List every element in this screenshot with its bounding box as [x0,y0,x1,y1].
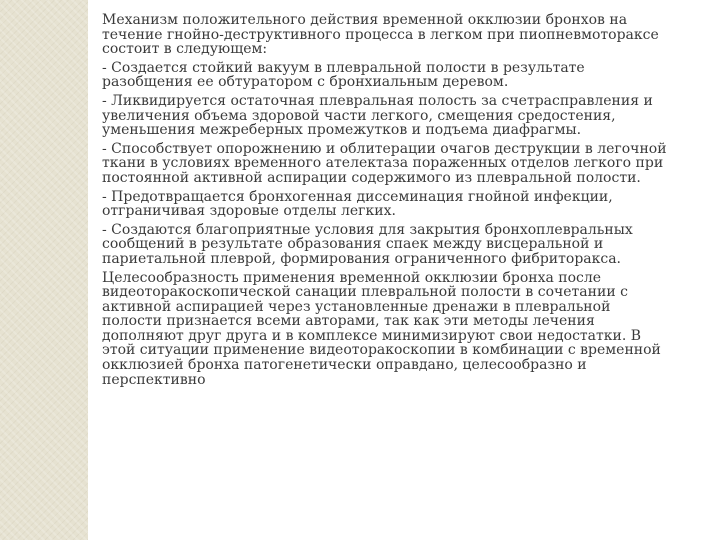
paragraph-vacuum: - Создается стойкий вакуум в плевральной полости в результате разобщения ее обтуратором с бронхиальным деревом. [102,59,585,91]
paragraph-intro: Механизм положительного действия временной окклюзии бронхов на течение гнойно-деструктивного процесса в легком при пиопневмотораксе состоит в следующем: [102,12,659,58]
paragraph-conclusion: Целесообразность применения временной окклюзии бронха после видеоторакоскопической санации плевральной полости в сочетании с активной аспирацией через установленные дренажи в плевральной полости признается всеми авторами, так как эти методы лечения дополняют друг друга и в комплексе минимизируют свои недостатки. В этой ситуации применение видеоторакоскопии в комбинации с временной окклюзией бронха патогенетически оправдано, целесообразно и перспективно [102,269,661,388]
paragraph-drainage: - Способствует опорожнению и облитерации очагов деструкции в легочной ткани в условиях временного ателектаза пораженных отделов легкого при постоянной активной аспирации содержимого из плевральной полости. [102,140,667,186]
decorative-side-band [0,0,88,540]
paragraph-residual-cavity: - Ликвидируется остаточная плевральная полость за счетрасправления и увеличения объема здоровой части легкого, смещения средостения, уменьшения межреберных промежутков и подъема диафрагмы. [102,92,653,139]
document-text [102,13,672,391]
paragraph-dissemination: - Предотвращается бронхогенная диссеминация гнойной инфекции, отграничивая здоровые отделы легких. [102,188,613,220]
paragraph-fistula-closure: - Создаются благоприятные условия для закрытия бронхоплевральных сообщений в результате образования спаек между висцеральной и париетальной плеврой, формирования ограниченного фибриторакса. [102,221,633,267]
